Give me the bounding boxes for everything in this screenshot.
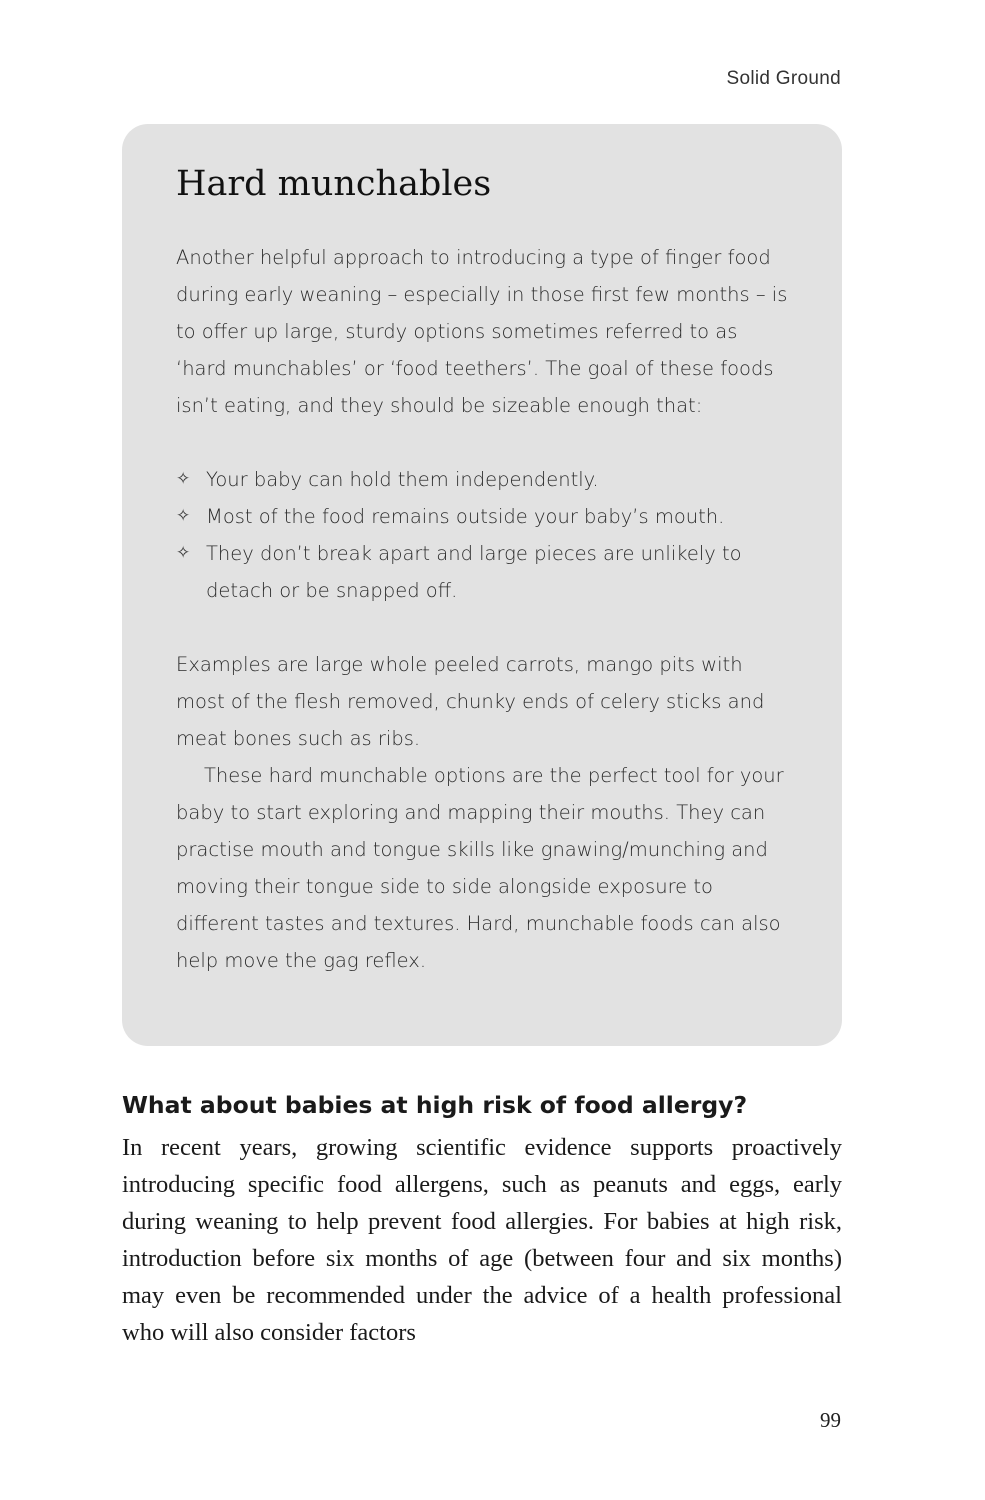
sparkle-bullet-icon: ✧ — [176, 505, 191, 526]
section-heading: What about babies at high risk of food allergy? — [122, 1091, 748, 1119]
box-intro-paragraph: Another helpful approach to introducing a type of finger food during early weaning – especially in those first few months – is to offer up large, sturdy options sometimes referred to as ‘hard munchables’ or ‘food teethers’. The goal of these foods isn’t eating, and they should be sizeable enough that: — [176, 245, 788, 417]
list-item-text: Your baby can hold them independently. — [206, 467, 599, 491]
box-examples-paragraph: Examples are large whole peeled carrots, mango pits with most of the flesh removed, chunky ends of celery sticks and meat bones such as ribs. — [176, 652, 765, 750]
list-item — [176, 498, 790, 535]
running-head: Solid Ground — [726, 68, 841, 89]
sparkle-bullet-icon: ✧ — [176, 542, 191, 563]
page-number: 99 — [820, 1408, 841, 1432]
sidebar-box-hard-munchables — [122, 124, 842, 1046]
paragraph-gap — [176, 424, 790, 461]
bullet-list — [176, 461, 790, 609]
list-item-text: They don’t break apart and large pieces are unlikely to detach or be snapped off. — [206, 541, 742, 602]
paragraph-gap — [176, 609, 790, 646]
box-closing-paragraph: These hard munchable options are the perfect tool for your baby to start exploring and mapping their mouths. They can practise mouth and tongue skills like gnawing/munching and moving their tongue side to side alongside exposure to different tastes and textures. Hard, munchable foods can also help move the gag reflex. — [176, 763, 784, 972]
list-item-text: Most of the food remains outside your baby’s mouth. — [206, 504, 725, 528]
list-item — [176, 461, 790, 498]
list-item — [176, 535, 790, 609]
box-title: Hard munchables — [176, 164, 492, 204]
sparkle-bullet-icon: ✧ — [176, 468, 191, 489]
body-paragraph: In recent years, growing scientific evidence supports proactively introducing specific food allergens, such as peanuts and eggs, early during weaning to help prevent food allergies. For babies at high risk, introduction before six months of age (between four and six months) may even be recommended under the advice of a health professional who will also consider factors — [122, 1134, 842, 1346]
